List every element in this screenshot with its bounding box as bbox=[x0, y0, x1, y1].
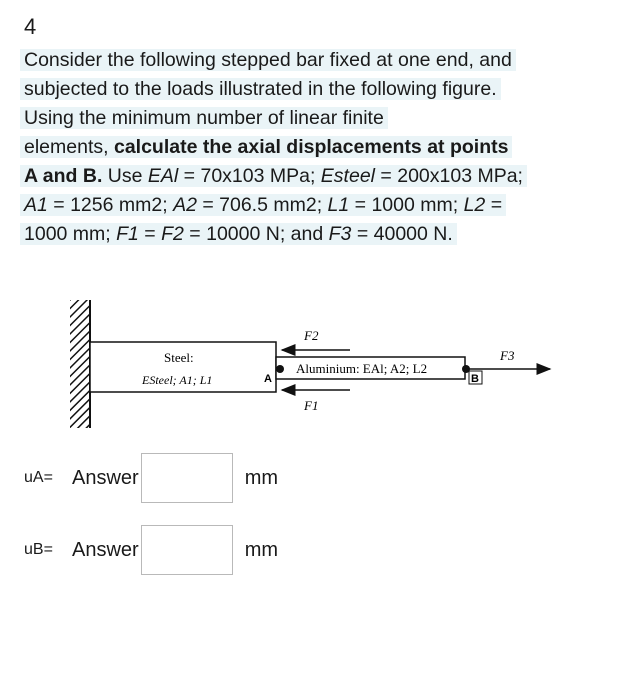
stepped-bar-figure bbox=[60, 292, 560, 442]
bold-fragment: A and B. bbox=[24, 165, 103, 187]
question-line-3: Using the minimum number of linear finite bbox=[20, 107, 388, 129]
ua-answer-input[interactable] bbox=[141, 453, 233, 503]
question-line-2: subjected to the loads illustrated in the following figure. bbox=[20, 78, 501, 100]
italic-fragment: Esteel bbox=[320, 165, 375, 187]
point-a-node bbox=[276, 365, 284, 373]
ua-unit: mm bbox=[244, 466, 279, 489]
steel-label: Steel: bbox=[164, 350, 194, 365]
answer-row-ua bbox=[24, 453, 278, 503]
aluminium-label: Aluminium: EAl; A2; L2 bbox=[296, 361, 428, 376]
ub-label: uB= bbox=[24, 541, 53, 558]
f1-label: F1 bbox=[304, 398, 319, 413]
italic-fragment: EAl bbox=[147, 165, 179, 187]
italic-fragment: L1 bbox=[327, 194, 350, 216]
text-fragment: = 200x103 MPa; bbox=[375, 165, 523, 187]
question-line-5 bbox=[20, 165, 527, 187]
ua-label: uA= bbox=[24, 469, 53, 486]
text-fragment: = 70x103 MPa; bbox=[178, 165, 321, 187]
question-line-4 bbox=[20, 136, 512, 158]
italic-fragment: L2 bbox=[463, 194, 486, 216]
ub-answer-input[interactable] bbox=[141, 525, 233, 575]
answer-prompt: Answer bbox=[72, 538, 139, 561]
text-fragment: = 706.5 mm2; bbox=[196, 194, 328, 216]
ub-unit: mm bbox=[244, 538, 279, 561]
text-fragment: 1000 mm; bbox=[24, 223, 117, 245]
text-fragment: = bbox=[485, 194, 503, 216]
italic-fragment: F2 bbox=[161, 223, 184, 245]
italic-fragment: A1 bbox=[24, 194, 48, 216]
text-fragment: elements, bbox=[24, 136, 114, 158]
question-line-7 bbox=[20, 223, 457, 245]
bold-fragment: calculate the axial displacements at points bbox=[113, 136, 509, 158]
question-line-1: Consider the following stepped bar fixed at one end, and bbox=[20, 49, 516, 71]
text-fragment: = 40000 N. bbox=[351, 223, 453, 245]
f3-label: F3 bbox=[500, 348, 515, 363]
answer-row-ub bbox=[24, 525, 278, 575]
steel-properties: ESteel; A1; L1 bbox=[142, 373, 213, 387]
answer-prompt: Answer bbox=[72, 466, 139, 489]
point-b-label: B bbox=[471, 373, 479, 385]
question-line-6 bbox=[20, 194, 506, 216]
text-fragment: = bbox=[138, 223, 162, 245]
text-fragment: = 1000 mm; bbox=[349, 194, 464, 216]
text-fragment: = 1256 mm2; bbox=[47, 194, 174, 216]
text-fragment: = 10000 N; and bbox=[183, 223, 329, 245]
question-text bbox=[20, 46, 604, 249]
point-a-label: A bbox=[264, 373, 272, 385]
italic-fragment: F3 bbox=[328, 223, 352, 245]
f2-label: F2 bbox=[304, 328, 319, 343]
italic-fragment: F1 bbox=[116, 223, 139, 245]
question-number: 4 bbox=[24, 14, 37, 39]
italic-fragment: A2 bbox=[173, 194, 197, 216]
text-fragment: Use bbox=[102, 165, 148, 187]
fixed-wall bbox=[70, 300, 90, 428]
